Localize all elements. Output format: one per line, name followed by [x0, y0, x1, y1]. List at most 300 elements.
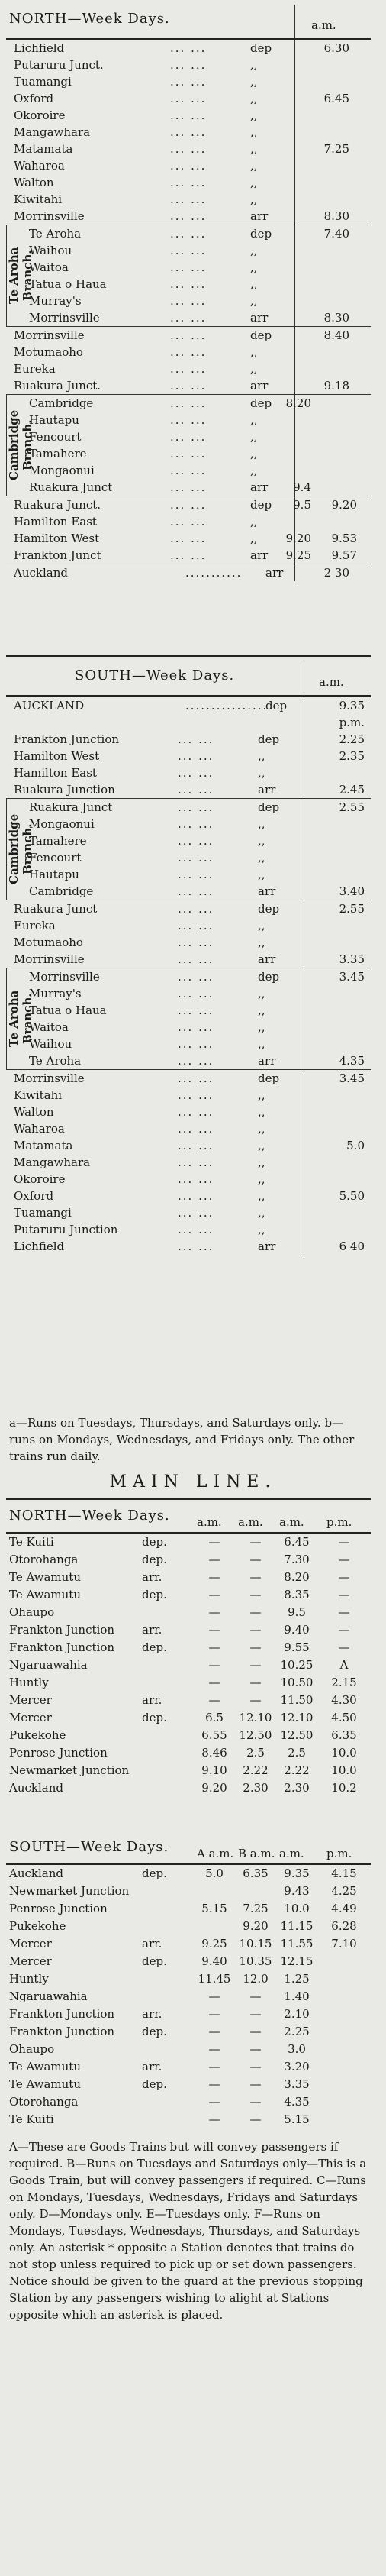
station-name: Huntly [9, 1676, 49, 1689]
time-cell: 9.40 [284, 1623, 310, 1637]
station-suffix: dep. [142, 1640, 167, 1654]
time-cell: 1.25 [284, 1972, 310, 1986]
station-suffix: ,, [258, 868, 265, 881]
station-name: Walton [14, 1105, 54, 1119]
table-row: Matamata ... ... ,, 5.0 [14, 1139, 365, 1152]
time-cell: 10.50 [280, 1676, 314, 1689]
table-row: Putaruru Junction ... ... ,, [14, 1223, 265, 1236]
station-suffix: ,, [250, 515, 258, 528]
time-cell: — [249, 2007, 262, 2021]
time-cell: 12.15 [280, 1954, 314, 1968]
table-row: Morrinsville ... ... dep 8.40 [14, 328, 349, 342]
time-cell: 4.50 [331, 1711, 357, 1724]
time-cell: 2.22 [284, 1763, 310, 1777]
time-cell: — [249, 1658, 262, 1672]
time-cell: 4.15 [331, 1867, 357, 1880]
station-name: Morrinsville [14, 209, 85, 223]
time-cell: 6.28 [331, 1919, 357, 1933]
time-cell: — [338, 1640, 350, 1654]
table-row: Hamilton West ... ... ,, 2.35 [14, 749, 365, 763]
station-suffix: ,, [258, 919, 265, 932]
time-cell: 11.45 [198, 1972, 231, 1986]
station-suffix: dep. [142, 1954, 167, 1968]
station-name: Ruakura Junct. [14, 379, 101, 393]
station-name: Waitoa [29, 260, 69, 274]
time-cell: 9.43 [284, 1884, 310, 1898]
time-cell: 8.46 [201, 1746, 227, 1760]
station-name: Lichfield [14, 41, 65, 55]
station-name: Matamata [14, 142, 73, 156]
table-row: Hautapu ... ... ,, [29, 413, 258, 427]
station-name: Putaruru Junction [14, 1223, 118, 1236]
time-cell: — [249, 2060, 262, 2073]
table-row: Morrinsville ... ... arr 3.35 [14, 952, 365, 966]
time-col-1: 9.20 [285, 532, 311, 545]
table-row: Motumaoho ... ... ,, [14, 345, 258, 359]
station-suffix: ,, [258, 987, 265, 1000]
table-row [6, 1621, 371, 1639]
main-footnote: A—These are Goods Trains but will convey passengers if required. B—Runs on Tuesdays and Saturdays only—This is a Goods Train, but will convey passengers if required. C—Runs on Mondays, Tuesdays, Wednesdays, Fridays and Saturdays only. D—Mondays only. E—Tuesdays only. F—Runs on Mondays, Tuesdays, Wednesdays, Thursdays, and Saturdays only. An asterisk * opposite a Station denotes that trains do not stop unless required to pick up or set down passengers. Notice should be given to the guard at the previous stopping Station by any passengers wishing to alight at Stations opposite which an asterisk is placed. [9, 2140, 367, 2322]
table-row [6, 2058, 371, 2076]
station-name: Pukekohe [9, 1919, 66, 1933]
station-suffix: arr [250, 480, 269, 494]
table-row [6, 1727, 371, 1744]
main-line-title: MAIN LINE. [109, 1472, 277, 1492]
station-suffix: ,, [258, 1088, 265, 1102]
departure-time: 8.30 [323, 209, 349, 223]
station-suffix: ,, [250, 159, 258, 173]
departure-time: 3.45 [339, 1071, 365, 1085]
station-suffix: arr [258, 1054, 276, 1068]
station-name: Auckland [9, 1867, 63, 1880]
time-cell: — [249, 2095, 262, 2109]
main-north-table [6, 1501, 371, 1797]
station-name: Waihou [29, 244, 72, 257]
time-cell: — [249, 2112, 262, 2126]
departure-time: 8.40 [323, 328, 349, 342]
north-col-header: a.m. [311, 18, 336, 32]
station-suffix: dep [258, 732, 280, 746]
time-cell: — [208, 1570, 220, 1584]
time-cell: — [249, 1605, 262, 1619]
time-cell: 3.20 [284, 2060, 310, 2073]
station-name: Hamilton West [14, 532, 100, 545]
table-row: Te Aroha ... ... arr 4.35 [29, 1054, 365, 1068]
table-row: Tatua o Haua ... ... ,, [29, 1004, 265, 1017]
station-name: Morrinsville [29, 970, 100, 984]
time-cell: 7.30 [284, 1553, 310, 1566]
time-cell: 2.15 [331, 1676, 357, 1689]
time-cell: — [249, 1676, 262, 1689]
station-suffix: ,, [250, 430, 258, 444]
station-name: Kiwitahi [14, 192, 63, 206]
station-suffix: ,, [258, 1037, 265, 1051]
departure-time: 6.30 [323, 41, 349, 55]
table-row: Frankton Junct ... ... arr 9.25 9.57 [14, 548, 357, 562]
station-name: Newmarket Junction [9, 1884, 130, 1898]
station-suffix: arr. [142, 1937, 162, 1951]
station-name: Fencourt [29, 430, 82, 444]
station-suffix: ,, [258, 817, 265, 831]
station-suffix: dep. [142, 1711, 167, 1724]
station-name: Otorohanga [9, 2095, 79, 2109]
departure-time: 2.35 [339, 749, 365, 763]
table-row [6, 1762, 371, 1779]
time-cell: — [208, 2060, 220, 2073]
time-cell: — [338, 1588, 350, 1602]
time-cell: — [208, 1535, 220, 1549]
table-row [6, 1604, 371, 1621]
station-suffix: arr. [142, 1693, 162, 1707]
station-name: Ngaruawahia [9, 1989, 88, 2003]
departure-time: 4.35 [339, 1054, 365, 1068]
table-row: Ruakura Junct ... ... arr 9.4 [29, 480, 311, 494]
time-cell: — [249, 1989, 262, 2003]
station-name: Te Awamutu [9, 2077, 81, 2091]
station-name: Frankton Junction [9, 1640, 115, 1654]
station-name: Waitoa [29, 1020, 69, 1034]
time-cell: 5.0 [205, 1867, 224, 1880]
time-cell: 10.15 [239, 1937, 272, 1951]
time-cell: 2.25 [284, 2025, 310, 2038]
table-row: Frankton Junction ... ... dep 2.25 [14, 732, 365, 746]
table-row: Matamata ... ... ,, 7.25 [14, 142, 349, 156]
station-suffix: ,, [250, 260, 258, 274]
time-cell: — [338, 1553, 350, 1566]
table-row [6, 1656, 371, 1674]
time-cell: — [338, 1605, 350, 1619]
station-suffix: ,, [250, 92, 258, 105]
table-row [6, 1865, 371, 1883]
station-name: Ruakura Junct [29, 480, 113, 494]
station-name: Motumaoho [14, 345, 83, 359]
station-suffix: arr [258, 783, 276, 797]
table-row [6, 2111, 371, 2128]
time-cell: 6.55 [201, 1728, 227, 1742]
station-name: Oxford [14, 92, 54, 105]
table-row: Eureka ... ... ,, [14, 919, 265, 932]
south-col-header: a.m. [319, 675, 344, 689]
time-cell: — [338, 1535, 350, 1549]
station-name: Te Kuiti [9, 2112, 54, 2126]
table-row [6, 1883, 371, 1900]
main-south-col-4: p.m. [326, 1847, 352, 1860]
time-cell: 10.35 [239, 1954, 272, 1968]
time-cell: 5.15 [201, 1902, 227, 1915]
table-row: Ruakura Junct ... ... dep 2.55 [14, 902, 365, 916]
departure-time: 9.18 [323, 379, 349, 393]
station-name: Ruakura Junct [29, 800, 113, 814]
station-name: Ohaupo [9, 1605, 55, 1619]
south-footnote: a—Runs on Tuesdays, Thursdays, and Saturdays only. b—runs on Mondays, Wednesdays, and Fridays only. The other trains run daily. [9, 1416, 355, 1463]
main-north-col-3: a.m. [279, 1515, 304, 1529]
station-name: Tuamangi [14, 75, 72, 89]
station-suffix: ,, [250, 362, 258, 376]
table-row [6, 2023, 371, 2041]
station-name: Waharoa [14, 1122, 65, 1136]
main-south-title: SOUTH—Week Days. [9, 1839, 169, 1855]
time-cell: 9.20 [243, 1919, 269, 1933]
station-name: Tuamangi [14, 1206, 72, 1220]
station-name: Mongaonui [29, 464, 95, 477]
time-cell: — [249, 2042, 262, 2056]
station-name: Morrinsville [14, 328, 85, 342]
time-cell: 8.35 [284, 1588, 310, 1602]
station-name: Oxford [14, 1189, 54, 1203]
station-name: Waihou [29, 1037, 72, 1051]
station-name: Te Aroha [29, 1054, 82, 1068]
departure-time: 2.55 [339, 800, 365, 814]
time-cell: 8.20 [284, 1570, 310, 1584]
station-name: Penrose Junction [9, 1746, 108, 1760]
time-cell: 2.22 [243, 1763, 269, 1777]
station-suffix: ,, [258, 1139, 265, 1152]
time-cell: 3.35 [284, 2077, 310, 2091]
north-auckland-row: Auckland ........... arr 2 30 [6, 564, 371, 581]
table-row: Putaruru Junct. ... ... ,, [14, 58, 258, 72]
table-row: Mangawhara ... ... ,, [14, 125, 258, 139]
station-suffix: ,, [250, 294, 258, 308]
station-name: Tamahere [29, 834, 87, 848]
north-cam-branch-label: Cambridge Branch. [6, 395, 24, 496]
table-row [6, 1551, 371, 1569]
time-cell: — [208, 1676, 220, 1689]
station-name: Ohaupo [9, 2042, 55, 2056]
table-row: Waihou ... ... ,, [29, 244, 258, 257]
time-cell: — [249, 1640, 262, 1654]
table-row [6, 1900, 371, 1918]
time-col-2: 9.57 [331, 548, 357, 562]
station-name: Te Awamutu [9, 1588, 81, 1602]
station-name: Ruakura Junction [14, 783, 115, 797]
time-cell: — [208, 1989, 220, 2003]
table-row: Mongaonui ... ... ,, [29, 817, 265, 831]
time-cell: — [208, 1623, 220, 1637]
station-suffix: dep. [142, 1588, 167, 1602]
time-cell: 12.50 [239, 1728, 272, 1742]
station-suffix: ,, [258, 766, 265, 780]
station-suffix: ,, [250, 75, 258, 89]
station-suffix: ,, [258, 1004, 265, 1017]
time-cell: 4.49 [331, 1902, 357, 1915]
station-name: Cambridge [29, 884, 94, 898]
station-name: Eureka [14, 362, 56, 376]
table-row: Waharoa ... ... ,, [14, 159, 258, 173]
time-cell: 12.10 [280, 1711, 314, 1724]
station-name: Morrinsville [14, 952, 85, 966]
station-name: Mercer [9, 1693, 52, 1707]
table-row: Cambridge ... ... dep 8.20 [29, 396, 311, 410]
station-suffix: dep. [142, 1535, 167, 1549]
station-suffix: arr [250, 379, 269, 393]
station-name: Huntly [9, 1972, 49, 1986]
station-name: Mercer [9, 1954, 52, 1968]
station-suffix: ,, [258, 936, 265, 949]
table-row [6, 1953, 371, 1970]
station-name: Frankton Junction [9, 2025, 115, 2038]
station-name: Murray's [29, 987, 82, 1000]
station-suffix: ,, [250, 532, 258, 545]
table-row: Lichfield ... ... dep 6.30 [14, 41, 349, 55]
station-suffix: dep. [142, 2025, 167, 2038]
time-cell: 10.0 [331, 1746, 357, 1760]
time-cell: 2.30 [243, 1781, 269, 1795]
station-name: Morrinsville [14, 1071, 85, 1085]
station-name: Murray's [29, 294, 82, 308]
time-cell: — [208, 2112, 220, 2126]
time-cell: — [208, 1640, 220, 1654]
table-row [6, 2076, 371, 2093]
time-cell: 6.35 [331, 1728, 357, 1742]
main-north-col-1: a.m. [197, 1515, 222, 1529]
departure-time: 3.35 [339, 952, 365, 966]
station-name: Newmarket Junction [9, 1763, 130, 1777]
table-row [6, 1534, 371, 1551]
station-name: Frankton Junct [14, 548, 101, 562]
departure-time: 2.55 [339, 902, 365, 916]
table-row [6, 1935, 371, 1953]
station-name: Mercer [9, 1711, 52, 1724]
table-row [6, 1988, 371, 2006]
time-cell: 12.0 [243, 1972, 269, 1986]
table-row [6, 1639, 371, 1656]
time-cell: — [208, 2025, 220, 2038]
station-name: Otorohanga [9, 1553, 79, 1566]
table-row: Tamahere ... ... ,, [29, 834, 265, 848]
time-cell: — [208, 1658, 220, 1672]
table-row [6, 1569, 371, 1586]
time-cell: 12.50 [280, 1728, 314, 1742]
station-name: Te Awamutu [9, 1570, 81, 1584]
main-north-col-4: p.m. [326, 1515, 352, 1529]
table-row: Lichfield ... ... arr 6 40 [14, 1240, 365, 1253]
station-name: Te Awamutu [9, 2060, 81, 2073]
table-row: Kiwitahi ... ... ,, [14, 192, 258, 206]
station-suffix: dep [250, 41, 272, 55]
main-south-col-3: a.m. [279, 1847, 304, 1860]
time-cell: 5.15 [284, 2112, 310, 2126]
table-row [6, 1918, 371, 1935]
station-suffix: ,, [250, 345, 258, 359]
table-row: Hautapu ... ... ,, [29, 868, 265, 881]
time-cell: — [208, 1605, 220, 1619]
station-name: Mangawhara [14, 1155, 91, 1169]
station-suffix: dep [250, 396, 272, 410]
table-row: Walton ... ... ,, [14, 1105, 265, 1119]
table-row: Hamilton East ... ... ,, [14, 766, 265, 780]
table-row: Morrinsville ... ... dep 3.45 [29, 970, 365, 984]
departure-time: 2.25 [339, 732, 365, 746]
table-row: Hamilton West ... ... ,, 9.20 9.53 [14, 532, 357, 545]
time-cell: — [208, 2042, 220, 2056]
station-name: Mercer [9, 1937, 52, 1951]
time-cell: — [208, 2007, 220, 2021]
station-name: Tatua o Haua [29, 277, 107, 291]
time-cell: 10.0 [284, 1902, 310, 1915]
station-name: Hamilton East [14, 766, 97, 780]
table-row: Fencourt ... ... ,, [29, 851, 265, 865]
station-suffix: ,, [258, 1105, 265, 1119]
station-name: Hamilton East [14, 515, 97, 528]
main-south-table [6, 1833, 371, 2128]
table-row: Okoroire ... ... ,, [14, 108, 258, 122]
station-name: Fencourt [29, 851, 82, 865]
station-name: Ruakura Junct. [14, 498, 101, 512]
station-suffix: ,, [258, 834, 265, 848]
time-cell: — [249, 2025, 262, 2038]
station-suffix: ,, [258, 1206, 265, 1220]
time-cell: 10.2 [331, 1781, 357, 1795]
table-row [6, 2093, 371, 2111]
time-cell: — [208, 1588, 220, 1602]
station-suffix: arr [258, 884, 276, 898]
table-row [6, 2006, 371, 2023]
station-name: Ngaruawahia [9, 1658, 88, 1672]
station-name: Frankton Junction [14, 732, 120, 746]
time-cell: 9.40 [201, 1954, 227, 1968]
main-north-title: NORTH—Week Days. [9, 1508, 170, 1524]
departure-time: 7.25 [323, 142, 349, 156]
table-row [6, 1779, 371, 1797]
station-suffix: ,, [258, 1172, 265, 1186]
station-suffix: ,, [250, 277, 258, 291]
main-south-col-1: A a.m. [197, 1847, 234, 1860]
station-name: Okoroire [14, 108, 66, 122]
station-name: Eureka [14, 919, 56, 932]
south-auckland-row: AUCKLAND ................ dep 9.35 [6, 697, 371, 714]
station-suffix: arr. [142, 2060, 162, 2073]
table-row: Oxford ... ... ,, 5.50 [14, 1189, 365, 1203]
station-suffix: ,, [250, 142, 258, 156]
north-table [6, 5, 371, 581]
time-cell: 2.10 [284, 2007, 310, 2021]
time-cell: 6.5 [205, 1711, 224, 1724]
departure-time: 6 40 [339, 1240, 365, 1253]
time-col-2: 9.20 [331, 498, 357, 512]
station-name: Okoroire [14, 1172, 66, 1186]
table-row: Morrinsville ... ... arr 8.30 [14, 209, 349, 223]
time-cell: — [208, 2095, 220, 2109]
station-suffix: dep. [142, 2077, 167, 2091]
table-row [6, 1709, 371, 1727]
table-row: Te Aroha ... ... dep 7.40 [29, 227, 349, 241]
time-col-1: 9.25 [285, 548, 311, 562]
station-name: Pukekohe [9, 1728, 66, 1742]
table-row [6, 1674, 371, 1692]
time-cell: — [249, 1553, 262, 1566]
station-suffix: arr. [142, 1623, 162, 1637]
station-name: Hautapu [29, 413, 79, 427]
table-row: Waitoa ... ... ,, [29, 1020, 265, 1034]
time-col-2: 9.53 [331, 532, 357, 545]
time-cell: 6.35 [243, 1867, 269, 1880]
departure-time: 8.30 [323, 311, 349, 325]
time-cell: 4.30 [331, 1693, 357, 1707]
station-suffix: arr. [142, 1570, 162, 1584]
table-row: Hamilton East ... ... ,, [14, 515, 258, 528]
time-cell: — [249, 1693, 262, 1707]
table-row: Tuamangi ... ... ,, [14, 75, 258, 89]
station-suffix: arr [250, 311, 269, 325]
time-cell: 9.25 [201, 1937, 227, 1951]
station-suffix: arr [250, 209, 269, 223]
station-suffix: arr [258, 1240, 276, 1253]
time-cell: A [339, 1658, 349, 1672]
table-row: Motumaoho ... ... ,, [14, 936, 265, 949]
station-suffix: ,, [250, 413, 258, 427]
station-name: Mangawhara [14, 125, 91, 139]
north-title: NORTH—Week Days. [9, 11, 170, 27]
